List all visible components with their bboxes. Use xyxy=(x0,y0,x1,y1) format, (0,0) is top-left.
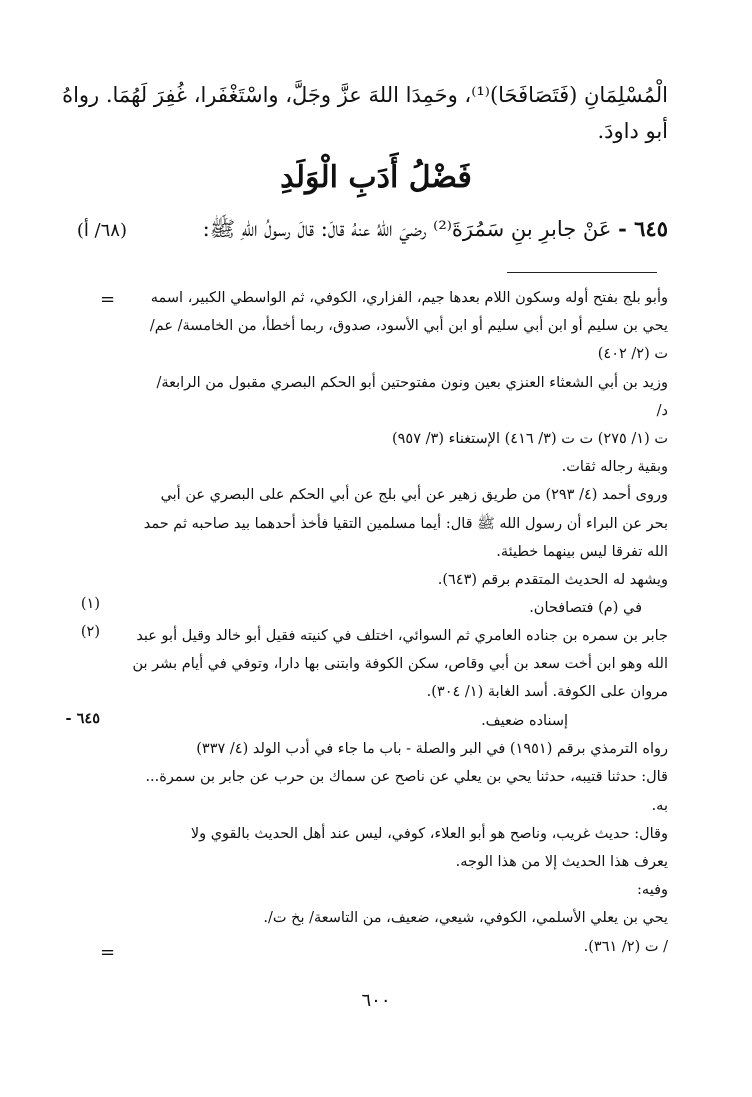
note-line: الله وهو ابن أخت سعد بن أبي وقاص، سكن الكوفة وابتنى بها دارا، وتوفي في أيام بشر بن xyxy=(132,656,668,673)
note-line: ويشهد له الحديث المتقدم برقم (٦٤٣). xyxy=(437,571,668,588)
footnote-2-label: (٢) xyxy=(80,624,100,640)
hadith-number: ٦٤٥ - xyxy=(618,216,668,241)
footnote-2 xyxy=(108,622,668,707)
note-line: قال: حدثنا قتيبه، حدثنا يحي بن يعلي عن ناصح عن سماك بن حرب عن جابر بن سمرة... xyxy=(145,769,668,786)
hadith-opening xyxy=(178,216,668,247)
hadith-text: عَنْ جابرِ بنِ سَمُرَةَ⁽²⁾ رضيَ اللهُ عنهُ قالَ: قالَ رسولُ اللهِ ﷺ: xyxy=(202,217,612,241)
note-line: مروان على الكوفة. أسد الغابة (١/ ٣٠٤). xyxy=(426,684,668,701)
note-line: يحي بن يعلي الأسلمي، الكوفي، شيعي، ضعيف، من التاسعة/ بخ ت/. xyxy=(263,910,668,927)
footnote-1 xyxy=(82,594,642,622)
note-line: جابر بن سمره بن جناده العامري ثم السوائي، اختلف في كنيته فقيل أبو خالد وقيل أبو عبد xyxy=(136,628,668,644)
note-line: إسناده ضعيف. xyxy=(481,713,568,729)
manuscript-folio-ref: (٦٨/ أ) xyxy=(76,220,127,241)
note-line: / ت (٢/ ٣٦١). xyxy=(583,938,668,955)
note-line: في (م) فتصافحان. xyxy=(529,600,642,616)
note-line: يحي بن سليم أو ابن أبي سليم أو ابن أبي الأسود، صدوق، ربما أخطأ، من الخامسة/ عم/ xyxy=(149,318,668,335)
footnote-1-label: (١) xyxy=(80,596,100,612)
note-line: يعرف هذا الحديث إلا من هذا الوجه. xyxy=(455,853,668,870)
note-line: ت (٢/ ٤٠٢) xyxy=(597,346,668,363)
footnote-separator xyxy=(507,272,657,273)
note-line: وأبو بلج بفتح أوله وسكون اللام بعدها جيم، الفزاري، الكوفي، ثم الواسطي الكبير، اسمه xyxy=(150,290,668,306)
note-line: وزيد بن أبي الشعثاء العنزي بعين ونون مفتوحتين أبو الحكم البصري مقبول من الرابعة/ xyxy=(156,374,668,391)
note-line: وفيه: xyxy=(637,882,668,899)
note-line: ت (١/ ٢٧٥) ت ت (٣/ ٤١٦) الإستغناء (٣/ ٩٥٧) xyxy=(391,430,668,447)
note-line: الله تفرقا ليس بينهما خطيئة. xyxy=(496,543,668,560)
body-text-line-2: أبو داودَ. xyxy=(597,119,668,143)
note-line: به. xyxy=(651,797,668,814)
note-line: د/ xyxy=(656,402,668,419)
note-line: رواه الترمذي برقم (١٩٥١) في البر والصلة - باب ما جاء في أدب الولد (٤/ ٣٣٧) xyxy=(196,741,668,758)
note-line: وقال: حديث غريب، وناصح هو أبو العلاء، كوفي، ليس عند أهل الحديث بالقوي ولا xyxy=(190,825,668,842)
footnote-645-label: ٦٤٥ - xyxy=(65,710,100,727)
body-text-line-1: الْمُسْلِمَانِ (فَتَصَافَحَا)⁽¹⁾، وحَمِدَا اللهَ عزَّ وجَلَّ، واسْتَغْفَرا، غُفِرَ لَهُمَا. رواهُ xyxy=(62,83,668,107)
footnote-continued xyxy=(78,284,668,594)
note-line: بحر عن البراء أن رسول الله ﷺ قال: أيما مسلمين التقيا فأخذ أحدهما بيد صاحبه ثم حمد xyxy=(143,515,668,532)
note-line: وبقية رجاله ثقات. xyxy=(561,459,668,476)
continuation-marker-bottom: = xyxy=(100,942,116,963)
footnote-645 xyxy=(78,707,668,961)
section-title: فَضْلُ أَدَبِ الْوَلَدِ xyxy=(280,160,472,195)
note-line: وروى أحمد (٤/ ٢٩٣) من طريق زهير عن أبي بلج عن أبي الحكم على البصري عن أبي xyxy=(160,487,668,504)
page-number: ٦٠٠ xyxy=(361,990,391,1011)
continuation-marker-top: = xyxy=(100,289,116,310)
